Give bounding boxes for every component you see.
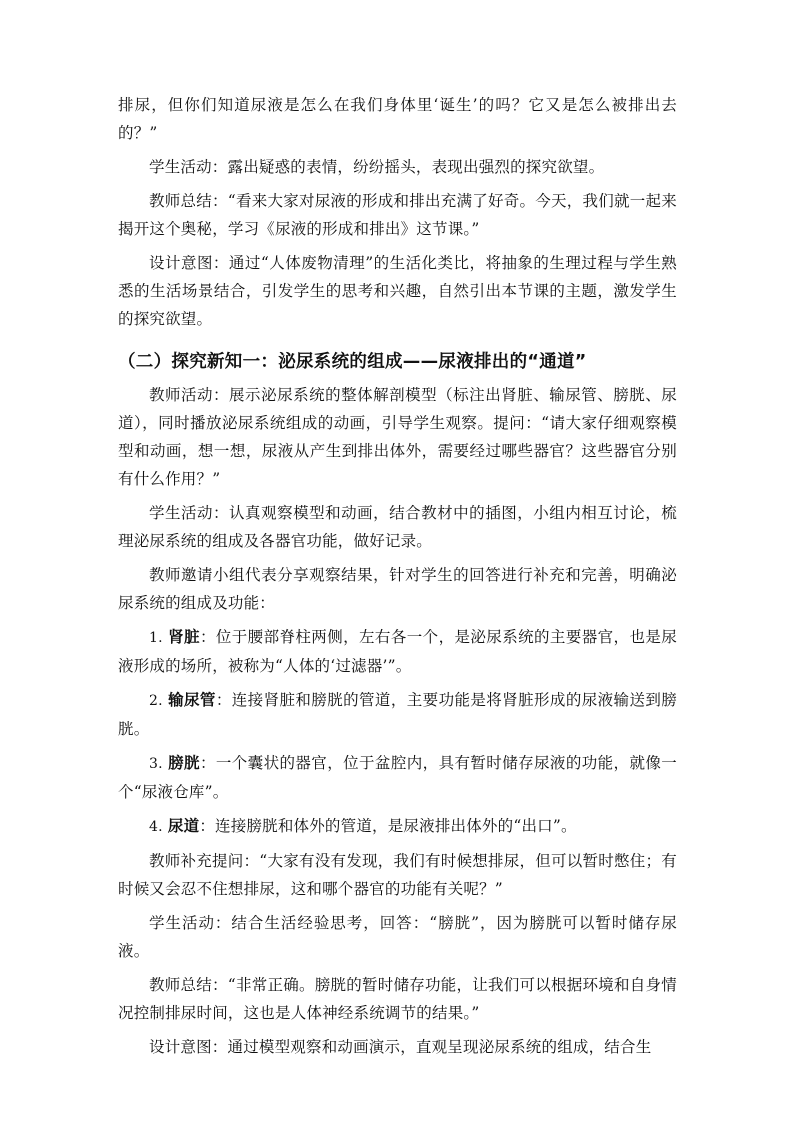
organ-name: 肾脏 (168, 627, 200, 646)
organ-item-bladder (118, 749, 677, 806)
organ-name: 膀胱 (168, 753, 200, 772)
organ-description: ：位于腰部脊柱两侧，左右各一个，是泌尿系统的主要器官，也是尿液形成的场所，被称为“人体的‘过滤器’”。 (118, 628, 677, 675)
paragraph-teacher-summary-2: 教师总结：“非常正确。膀胱的暂时储存功能，让我们可以根据环境和自身情况控制排尿时间，这也是人体神经系统调节的结果。” (118, 976, 677, 1022)
organ-description: ：一个囊状的器官，位于盆腔内，具有暂时储存尿液的功能，就像一个“尿液仓库”。 (118, 754, 677, 801)
paragraph-teacher-activity-2: 教师活动：展示泌尿系统的整体解剖模型（标注出肾脏、输尿管、膀胱、尿道），同时播放泌尿系统组成的动画，引导学生观察。提问：“请大家仔细观察模型和动画，想一想，尿液从产生到排出体外，需要经过哪些器官？这些器官分别有什么作用？” (118, 386, 677, 488)
organ-number: 2. (149, 693, 163, 709)
paragraph-teacher-followup-question: 教师补充提问：“大家有没有发现，我们有时候想排尿，但可以暂时憋住；有时候又会忍不住想排尿，这和哪个器官的功能有关呢？” (118, 852, 677, 898)
organ-description: ：连接肾脏和膀胱的管道，主要功能是将肾脏形成的尿液输送到膀胱。 (118, 691, 677, 738)
organ-description: ：连接膀胱和体外的管道，是尿液排出体外的“出口”。 (199, 817, 577, 835)
organ-item-kidney (118, 623, 677, 680)
organ-number: 4. (149, 819, 163, 835)
organ-name: 输尿管 (168, 690, 216, 709)
paragraph-design-intent-2: 设计意图：通过模型观察和动画演示，直观呈现泌尿系统的组成，结合生 (149, 1038, 652, 1056)
organ-item-ureter (118, 686, 677, 743)
paragraph-teacher-summary-1: 教师总结：“看来大家对尿液的形成和排出充满了好奇。今天，我们就一起来揭开这个奥秘，学习《尿液的形成和排出》这节课。” (118, 192, 677, 238)
paragraph-teacher-question-end: 排尿，但你们知道尿液是怎么在我们身体里‘诞生’的吗？它又是怎么被排出去的？” (118, 96, 677, 142)
organ-number: 1. (149, 630, 163, 646)
paragraph-teacher-invite: 教师邀请小组代表分享观察结果，针对学生的回答进行补充和完善，明确泌尿系统的组成及功能： (118, 566, 677, 612)
paragraph-student-activity-1: 学生活动：露出疑惑的表情，纷纷摇头，表现出强烈的探究欲望。 (149, 158, 605, 176)
section-heading: （二）探究新知一：泌尿系统的组成——尿液排出的“通道” (118, 352, 587, 372)
organ-item-urethra (118, 812, 677, 841)
paragraph-design-intent-1: 设计意图：通过“人体废物清理”的生活化类比，将抽象的生理过程与学生熟悉的生活场景结合，引发学生的思考和兴趣，自然引出本节课的主题，激发学生的探究欲望。 (118, 254, 677, 328)
paragraph-student-activity-3: 学生活动：结合生活经验思考，回答：“膀胱”，因为膀胱可以暂时储存尿液。 (118, 914, 677, 960)
document-body (118, 91, 677, 1061)
organ-number: 3. (149, 756, 163, 772)
organ-name: 尿道 (167, 816, 200, 835)
paragraph-student-activity-2: 学生活动：认真观察模型和动画，结合教材中的插图，小组内相互讨论，梳理泌尿系统的组成及各器官功能，做好记录。 (118, 504, 677, 550)
